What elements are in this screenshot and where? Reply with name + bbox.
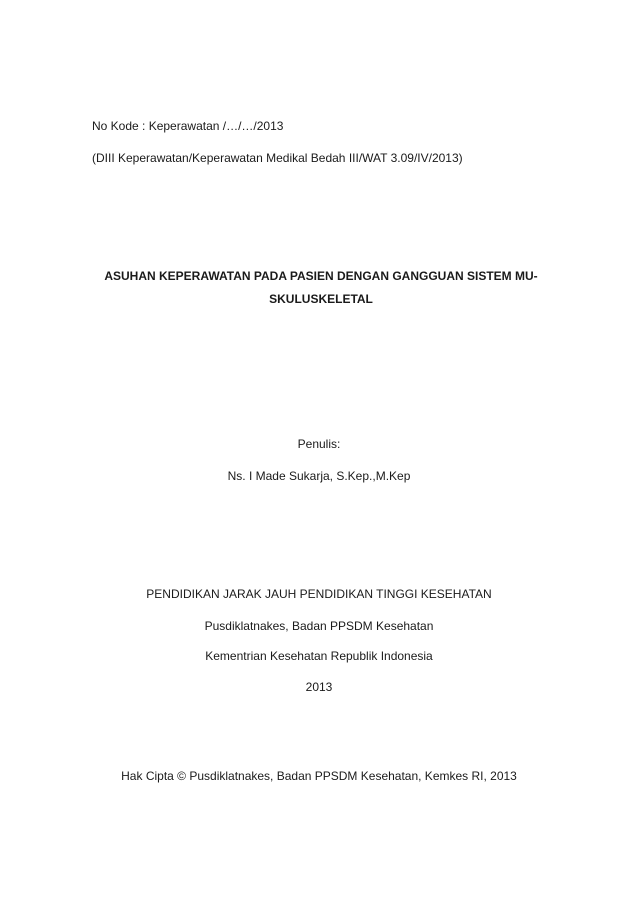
author-label: Penulis: xyxy=(297,437,341,451)
document-code-detail: (DIII Keperawatan/Keperawatan Medikal Bedah III/WAT 3.09/IV/2013) xyxy=(92,151,463,165)
document-title xyxy=(92,265,550,311)
ministry-name: Kementrian Kesehatan Republik Indonesia xyxy=(205,649,433,663)
publication-year: 2013 xyxy=(305,680,333,694)
organization-name: Pusdiklatnakes, Badan PPSDM Kesehatan xyxy=(204,619,434,633)
institution-name: PENDIDIKAN JARAK JAUH PENDIDIKAN TINGGI KESEHATAN xyxy=(146,587,492,601)
copyright-notice: Hak Cipta © Pusdiklatnakes, Badan PPSDM Kesehatan, Kemkes RI, 2013 xyxy=(121,769,517,783)
author-name: Ns. I Made Sukarja, S.Kep.,M.Kep xyxy=(227,469,411,483)
document-code: No Kode : Keperawatan /…/…/2013 xyxy=(92,119,284,133)
document-title-line-1: ASUHAN KEPERAWATAN PADA PASIEN DENGAN GANGGUAN SISTEM MU- xyxy=(104,269,538,283)
document-title-line-2: SKULUSKELETAL xyxy=(269,292,373,306)
